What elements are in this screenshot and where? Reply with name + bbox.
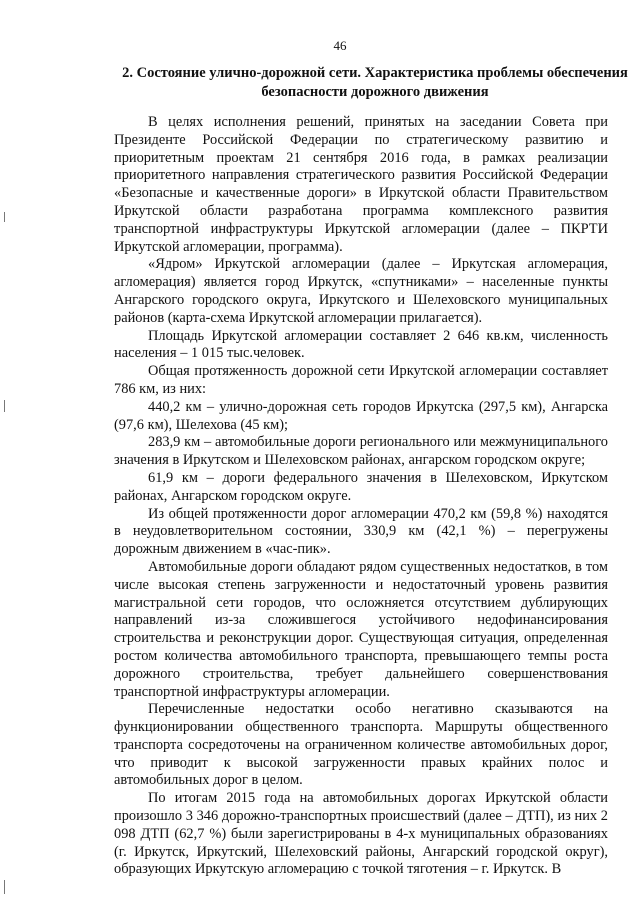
scan-margin-mark xyxy=(4,400,5,412)
page-number: 46 xyxy=(333,38,347,53)
paragraph: Автомобильные дороги обладают рядом существенных недостатков, в том числе высокая степень загруженности и недостаточный уровень развития магистральной сети городов, что осложняется отсутствием дублирующих направлений из-за сложившегося устойчивого недофинансирования строительства и реконструкции дорог. Существующая ситуация, определенная ростом количества автомобильного транспорта, превышающего темпы роста дорожного строительства, требует дальнейшего совершенствования транспортной инфраструктуры агломерации. xyxy=(114,558,608,700)
paragraph: 283,9 км – автомобильные дороги регионального или межмуниципального значения в Иркутском и Шелеховском районах, ангарском городском округе; xyxy=(114,434,608,469)
paragraph: Площадь Иркутской агломерации составляет 2 646 кв.км, численность населения – 1 015 тыс.человек. xyxy=(114,327,608,362)
paragraph: 61,9 км – дороги федерального значения в Шелеховском, Иркутском районах, Ангарском городском округе. xyxy=(114,469,608,504)
section-heading: 2. Состояние улично-дорожной сети. Характеристика проблемы обеспечения безопасности дорожного движения xyxy=(122,65,628,100)
paragraph: Общая протяженность дорожной сети Иркутской агломерации составляет 786 км, из них: xyxy=(114,363,608,397)
paragraph: «Ядром» Иркутской агломерации (далее – Иркутская агломерация, агломерация) является город Иркутск, «спутниками» – населенные пункты Ангарского городского округа, Иркутского и Шелеховского муниципальных районов (карта-схема Иркутской агломерации прилагается). xyxy=(114,256,608,326)
paragraph: По итогам 2015 года на автомобильных дорогах Иркутской области произошло 3 346 дорожно-транспортных происшествий (далее – ДТП), из них 2 098 ДТП (62,7 %) были зарегистрированы в 4-х муниципальных образованиях (г. Иркутск, Иркутский, Шелеховский районы, Ангарский городской округ), образующих Иркутскую агломерацию с точкой тяготения – г. Иркутск. В xyxy=(114,790,608,878)
scan-margin-mark xyxy=(4,880,5,894)
paragraph: Из общей протяженности дорог агломерации 470,2 км (59,8 %) находятся в неудовлетворительном состоянии, 330,9 км (42,1 %) – перегружены дорожным движением в «час-пик». xyxy=(114,505,608,558)
body-text xyxy=(114,114,608,879)
paragraph: Перечисленные недостатки особо негативно сказываются на функционировании общественного транспорта. Маршруты общественного транспорта сосредоточены на ограниченном количестве автомобильных дорог, что приводит к высокой загруженности правых крайних полос и автомобильных дорог в целом. xyxy=(114,701,608,789)
scan-margin-mark xyxy=(4,212,5,222)
paragraph: 440,2 км – улично-дорожная сеть городов Иркутска (297,5 км), Ангарска (97,6 км), Шелехова (45 км); xyxy=(114,398,608,433)
paragraph: В целях исполнения решений, принятых на заседании Совета при Президенте Российской Федерации по стратегическому развитию и приоритетным проектам 21 сентября 2016 года, в рамках реализации приоритетного направления стратегического развития Российской Федерации «Безопасные и качественные дороги» в Иркутской области Правительством Иркутской области разработана программа комплексного развития транспортной инфраструктуры Иркутской агломерации (далее – ПКРТИ Иркутской агломерации, программа). xyxy=(114,114,608,255)
